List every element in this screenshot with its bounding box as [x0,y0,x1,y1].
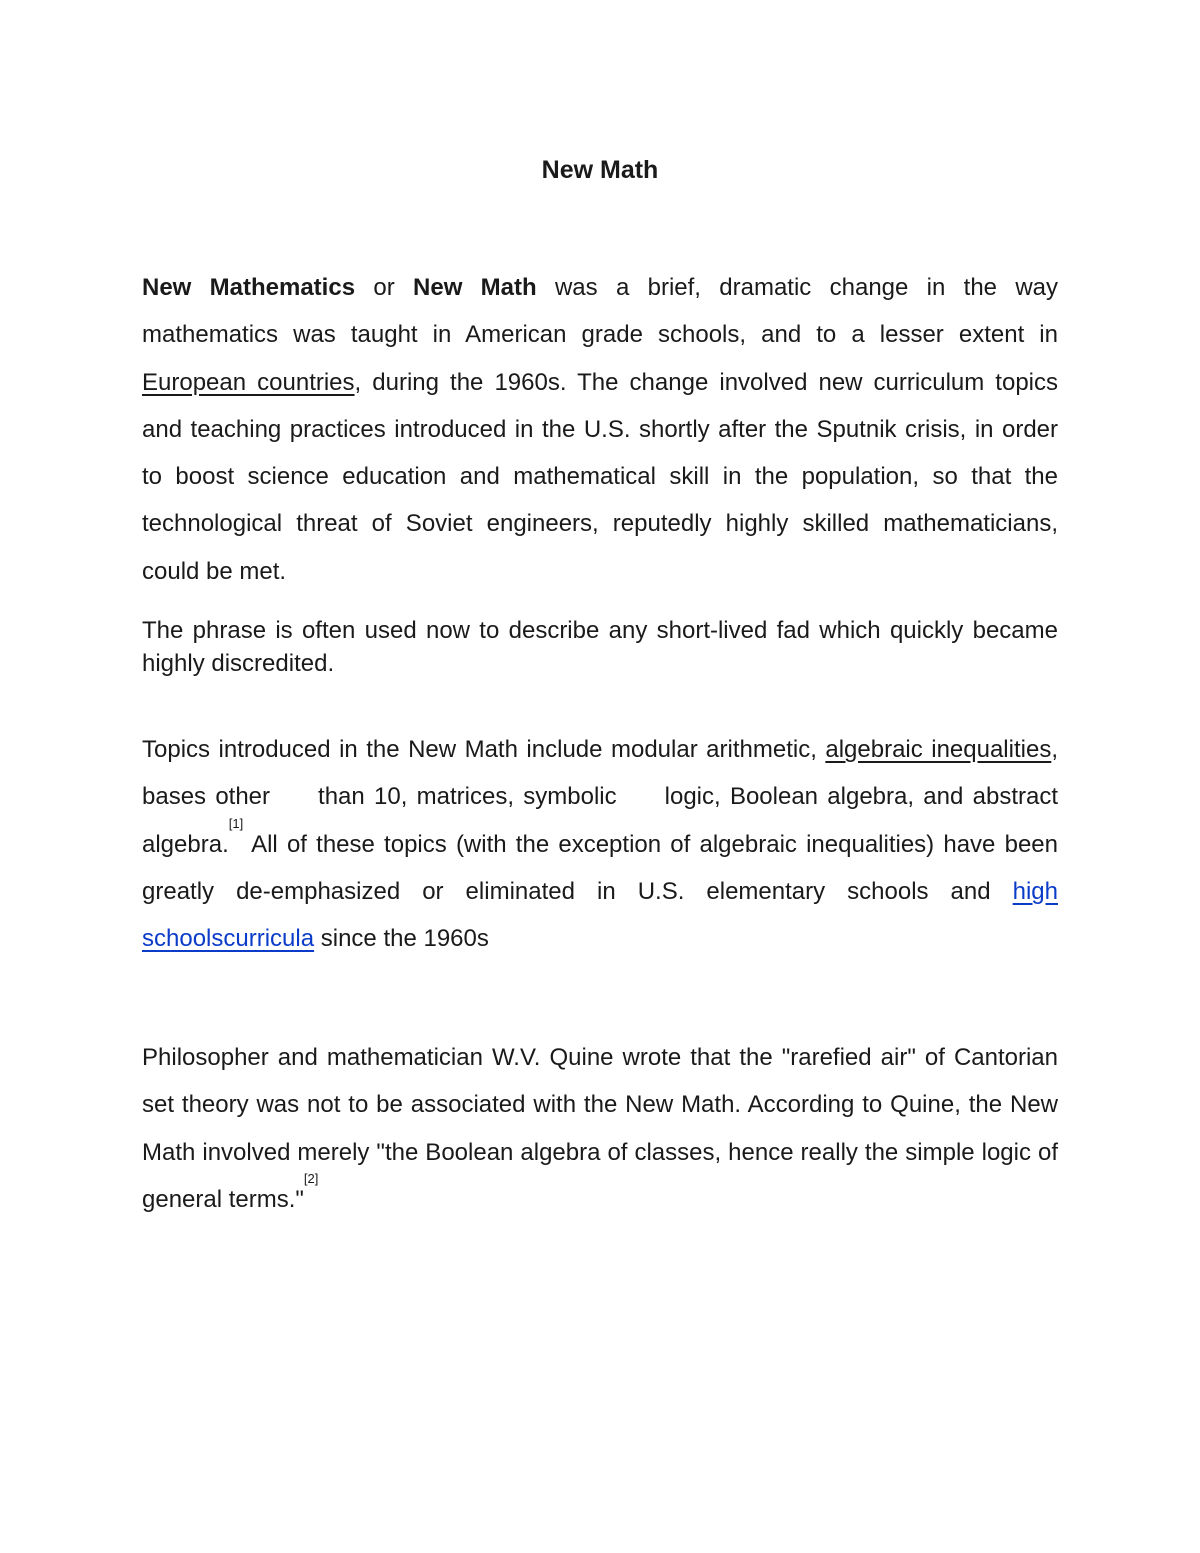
topics-text-d: logic, Boolean algebra, and abstract algebra. [142,783,1058,858]
topics-text-e: All of these topics (with the exception of algebraic inequalities) have been greatly de-emphasized or eliminated in U.S. elementary schools and [142,830,1058,905]
text-or: or [355,274,414,301]
topics-text-b: , bases other [142,736,1058,811]
topics-text-a: Topics introduced in the New Math include modular arithmetic, [142,736,826,763]
link-high-school-curricula[interactable]: high schoolscurricula [142,877,1058,953]
reference-1[interactable]: [1] [228,815,244,831]
term-new-mathematics: New Mathematics [142,274,356,301]
paragraph-quine [142,1034,1058,1223]
link-algebraic-inequalities[interactable]: algebraic inequalities [825,736,1052,763]
topics-text-c: than 10, matrices, symbolic [318,783,617,811]
topics-text-f: since the 1960s [314,925,489,953]
paragraph-phrase: The phrase is often used now to describe any short-lived fad which quickly became highly discredited. [142,617,1058,677]
link-european-countries[interactable]: European countries [142,368,355,396]
paragraph-topics [142,726,1058,962]
paragraph-intro [142,264,1058,595]
document-title: New Math [541,156,659,184]
quine-text: Philosopher and mathematician W.V. Quine wrote that the "rarefied air" of Cantorian set theory was not to be associated with the New Math. According to Quine, the New Math involved merely "the Boolean algebra of classes, hence really the simple logic of general terms." [142,1044,1058,1213]
term-new-math: New Math [413,274,537,301]
intro-text-b: , during the 1960s. The change involved new curriculum topics and teaching practices introduced in the U.S. shortly after the Sputnik crisis, in order to boost science education and mathematical skill in the population, so that the technological threat of Soviet engineers, reputedly highly skilled mathematicians, could be met. [142,368,1058,585]
intro-text-a: was a brief, dramatic change in the way mathematics was taught in American grade schools, and to a lesser extent in [142,274,1059,349]
reference-2[interactable]: [2] [303,1170,319,1186]
